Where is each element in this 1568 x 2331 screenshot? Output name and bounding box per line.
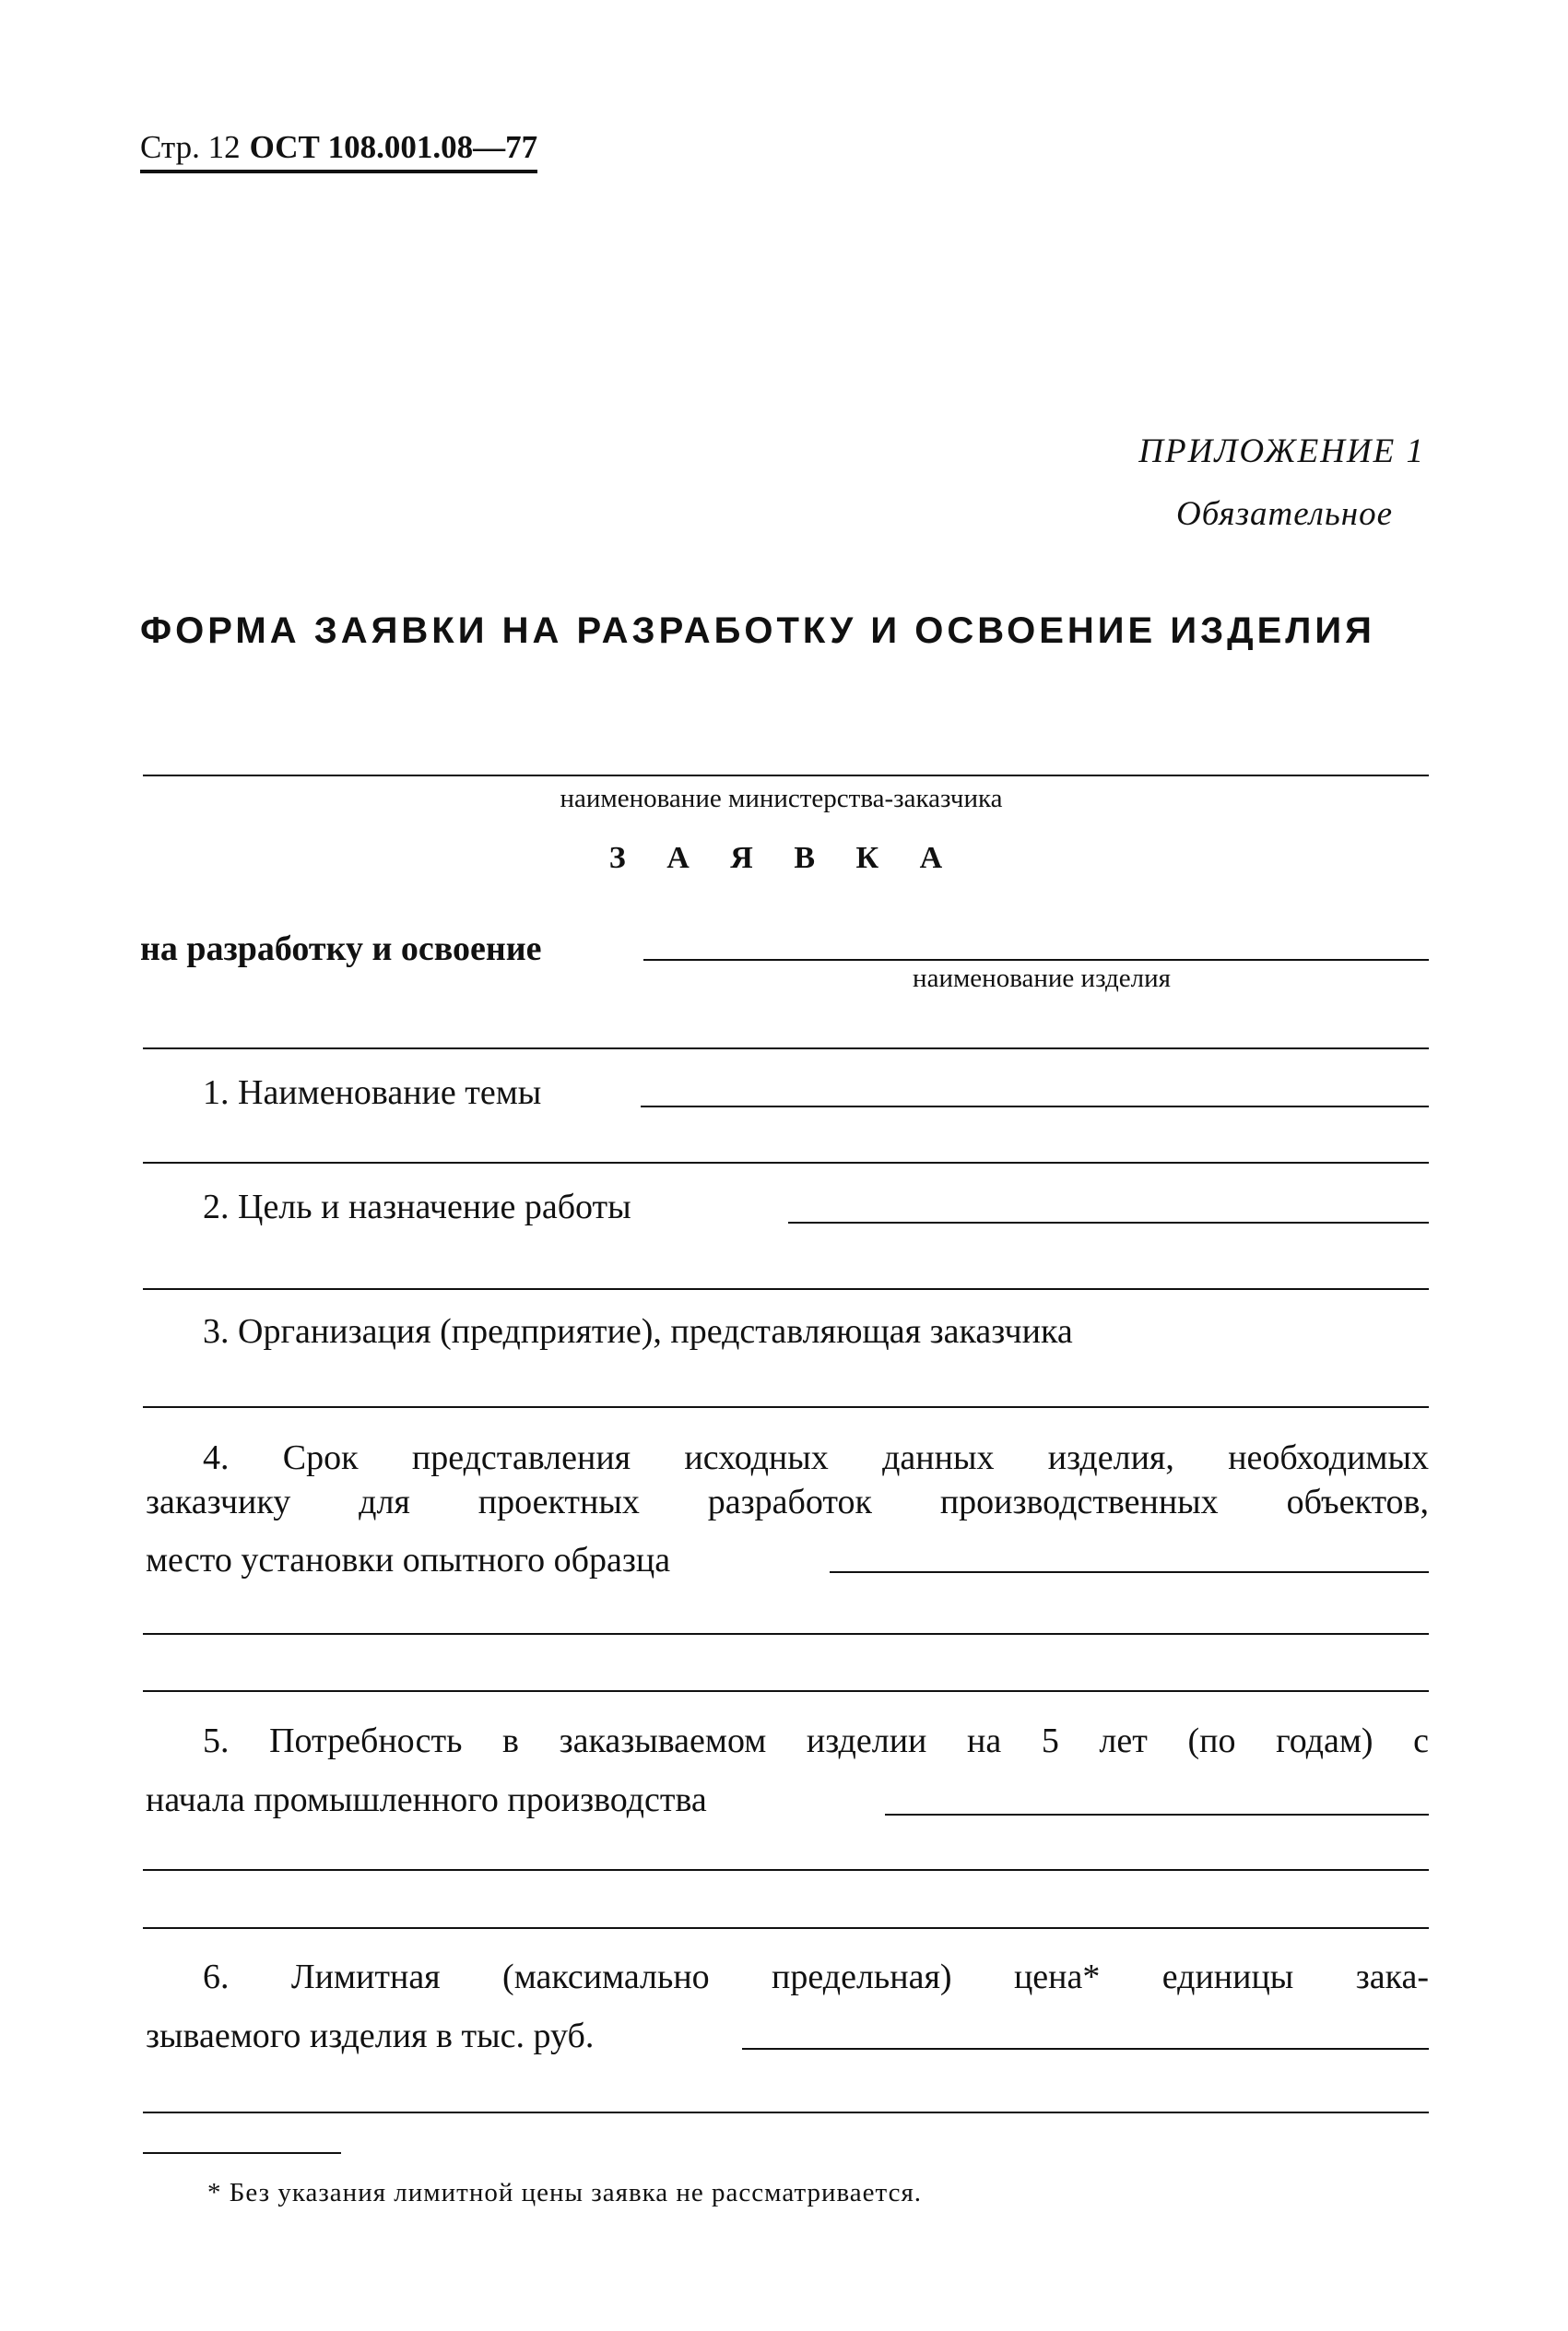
item-5-field-line-2[interactable]	[143, 1869, 1429, 1871]
application-heading: З А Я В К А	[608, 841, 960, 875]
product-field-line[interactable]	[643, 959, 1429, 961]
form-title: ФОРМА ЗАЯВКИ НА РАЗРАБОТКУ И ОСВОЕНИЕ ИЗДЕЛИЯ	[140, 610, 1375, 651]
product-caption: наименование изделия	[913, 964, 1171, 993]
page-header	[140, 129, 537, 173]
development-label: на разработку и освоение	[140, 929, 542, 968]
item-2-field-line[interactable]	[788, 1222, 1429, 1224]
footnote-separator	[143, 2152, 341, 2154]
item-4-field-line[interactable]	[830, 1571, 1429, 1573]
item-4-line-2: заказчику для проектных разработок производственных объектов,	[146, 1483, 1429, 1521]
item-5-field-line-3[interactable]	[143, 1927, 1429, 1929]
item-4-line-3: место установки опытного образца	[146, 1541, 671, 1580]
item-1-field-line[interactable]	[641, 1106, 1429, 1107]
item-6-line-2: зываемого изделия в тыс. руб.	[146, 2017, 595, 2055]
item-1-field-line-2[interactable]	[143, 1162, 1429, 1164]
appendix-status: Обязательное	[1175, 495, 1393, 533]
item-6-field-line-2[interactable]	[143, 2112, 1429, 2113]
item-6-field-line[interactable]	[742, 2048, 1429, 2050]
item-4-field-line-3[interactable]	[143, 1690, 1429, 1692]
item-5-field-line[interactable]	[885, 1814, 1429, 1816]
ministry-caption: наименование министерства-заказчика	[560, 784, 1003, 813]
ministry-field-line[interactable]	[143, 775, 1429, 776]
item-5-line-2: начала промышленного производства	[146, 1781, 707, 1819]
item-5-line-1: 5. Потребность в заказываемом изделии на 5 лет (по годам) с	[203, 1722, 1429, 1760]
item-6-line-1: 6. Лимитная (максимально предельная) цена* единицы зака-	[203, 1958, 1429, 1996]
item-3-label: 3. Организация (предприятие), представляющая заказчика	[203, 1312, 1073, 1351]
appendix-label: ПРИЛОЖЕНИЕ 1	[1138, 432, 1425, 470]
item-4-field-line-2[interactable]	[143, 1633, 1429, 1635]
item-4-line-1: 4. Срок представления исходных данных изделия, необходимых	[203, 1438, 1429, 1477]
item-2-label: 2. Цель и назначение работы	[203, 1188, 631, 1226]
item-2-field-line-2[interactable]	[143, 1288, 1429, 1290]
product-field-line-2[interactable]	[143, 1047, 1429, 1049]
page-number: Стр. 12	[140, 129, 241, 165]
item-3-field-line[interactable]	[143, 1406, 1429, 1408]
item-1-label: 1. Наименование темы	[203, 1073, 542, 1112]
standard-number: ОСТ 108.001.08—77	[249, 129, 538, 165]
footnote: * Без указания лимитной цены заявка не рассматривается.	[207, 2178, 923, 2207]
